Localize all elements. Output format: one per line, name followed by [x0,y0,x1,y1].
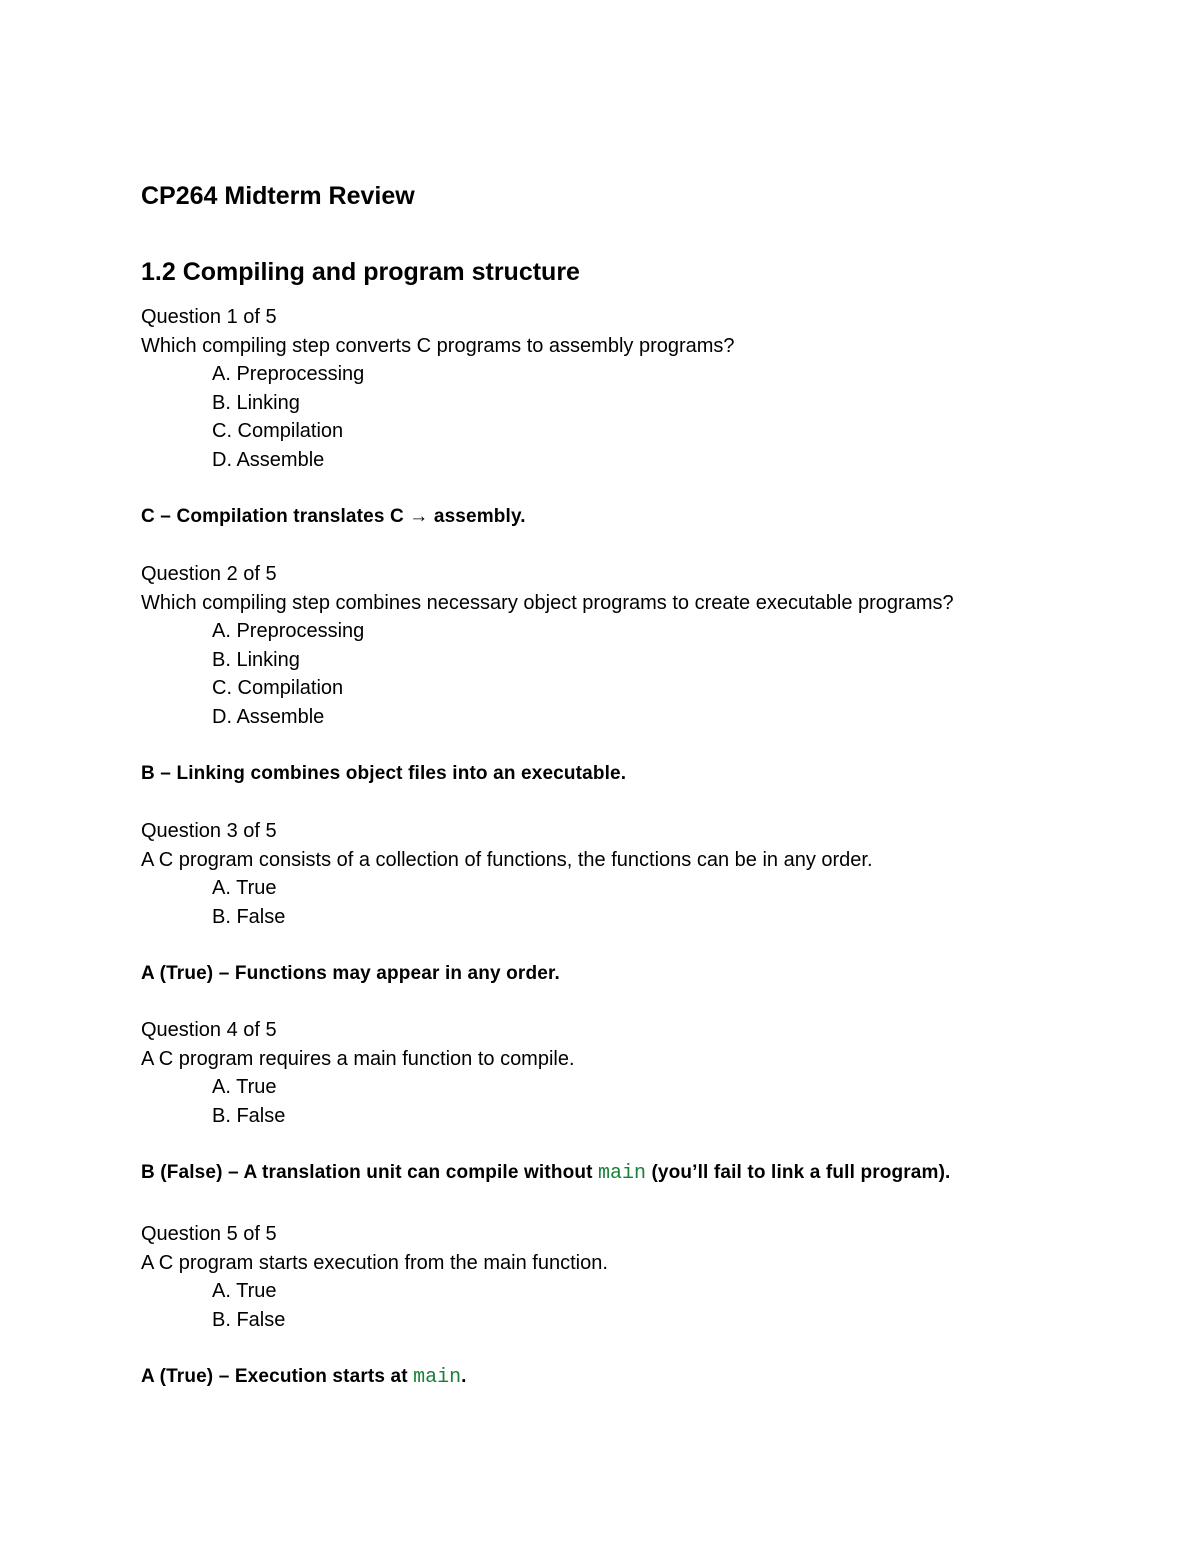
question-prompt: Which compiling step converts C programs to assembly programs? [141,334,735,357]
answer-option: B. False [212,905,286,928]
answer-explanation [141,959,1141,989]
answer-text-after: (you’ll fail to link a full program). [646,1162,951,1183]
answer-text-before: A (True) – Execution starts at [141,1366,414,1387]
answer-option: A. Preprocessing [212,620,365,642]
answer-text: C – Compilation translates C → assembly. [141,506,526,527]
question-header: Question 2 of 5 [141,563,277,585]
question-block-3 [141,817,1141,989]
question-block-2 [141,560,1141,789]
question-prompt: A C program consists of a collection of functions, the functions can be in any order. [141,848,873,871]
question-prompt: A C program requires a main function to compile. [141,1047,575,1070]
inline-code: main [413,1366,462,1389]
answer-text-before: B (False) – A translation unit can compile without [141,1162,599,1183]
question-header: Question 5 of 5 [141,1223,277,1245]
answer-option: B. Linking [212,391,300,414]
answer-option: C. Compilation [212,420,344,442]
answer-text-after: . [461,1366,467,1387]
question-block-1 [141,303,1141,532]
answer-text: B – Linking combines object files into an executable. [141,763,627,784]
answer-option: A. Preprocessing [212,363,365,385]
answer-option: A. True [212,877,277,899]
question-header: Question 4 of 5 [141,1019,277,1041]
question-header: Question 3 of 5 [141,820,277,842]
answer-explanation [141,1362,1141,1393]
answer-option: D. Assemble [212,448,325,471]
question-prompt: A C program starts execution from the main function. [141,1251,608,1274]
answer-option: A. True [212,1280,277,1302]
answer-option: D. Assemble [212,705,325,728]
section-heading: 1.2 Compiling and program structure [141,258,580,286]
question-block-4 [141,1016,1141,1189]
question-prompt: Which compiling step combines necessary object programs to create executable programs? [141,591,954,614]
answer-explanation [141,1158,1141,1189]
question-header: Question 1 of 5 [141,306,277,328]
question-block-5 [141,1220,1141,1393]
answer-option: C. Compilation [212,677,344,699]
answer-option: B. False [212,1308,286,1331]
answer-option: A. True [212,1076,277,1098]
answer-explanation [141,759,1141,789]
answer-option: B. Linking [212,648,300,671]
answer-explanation [141,502,1141,532]
answer-option: B. False [212,1104,286,1127]
inline-code: main [598,1162,647,1185]
answer-text: A (True) – Functions may appear in any order. [141,963,560,984]
document-title: CP264 Midterm Review [141,182,415,210]
